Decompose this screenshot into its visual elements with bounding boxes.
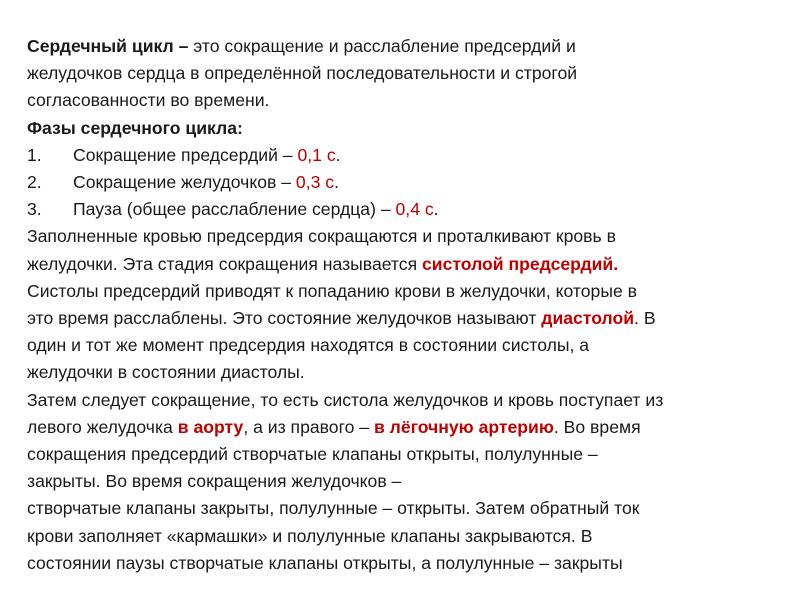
para2-line-1: Затем следует сокращение, то есть систола желудочков и кровь поступает из (27, 389, 664, 410)
phase-number: 1. (27, 144, 42, 165)
intro-line-2: желудочков сердца в определённой последовательности и строгой (27, 63, 578, 84)
phase-item (27, 169, 777, 196)
para1-line-1: Заполненные кровью предсердия сокращаются и проталкивают кровь в (27, 226, 616, 247)
para1-line-4 (27, 305, 777, 332)
para1-line-6: желудочки в состоянии диастолы. (27, 362, 305, 383)
para1-text: это время расслаблены. Это состояние желудочков называют (27, 308, 542, 329)
para1-text: желудочки. Эта стадия сокращения называется (27, 253, 422, 274)
phase-text: Сокращение предсердий – (73, 144, 298, 165)
phase-text: Пауза (общее расслабление сердца) – (73, 199, 396, 220)
para2-line-5: створчатые клапаны закрыты, полулунные – открыты. Затем обратный ток (27, 498, 640, 519)
para2-line-7: состоянии паузы створчатые клапаны открыты, а полулунные – закрыты (27, 552, 623, 573)
phase-end: . (433, 199, 439, 220)
phase-number: 2. (27, 172, 42, 193)
slide-text (27, 33, 777, 577)
phase-duration: 0,3 с (295, 172, 335, 193)
phase-item (27, 196, 777, 223)
para1-text: . В (634, 308, 656, 329)
para2-text: , а из правого – (243, 416, 374, 437)
phase-duration: 0,4 с (395, 199, 434, 220)
phase-end: . (335, 144, 341, 165)
pulmonary-artery-term: в лёгочную артерию (373, 416, 554, 437)
para2-text: . Во время (553, 416, 641, 437)
diastole-term: диастолой (541, 308, 635, 329)
aorta-term: в аорту (177, 416, 244, 437)
intro-text: это сокращение и расслабление предсердий и (188, 36, 576, 56)
para2-line-6: крови заполняет «кармашки» и полулунные клапаны закрываются. В (27, 525, 593, 546)
phases-heading: Фазы сердечного цикла: (27, 117, 243, 138)
cardiac-cycle-term: Сердечный цикл – (27, 36, 189, 56)
phase-number: 3. (27, 199, 42, 220)
intro-line-3: согласованности во времени. (27, 90, 270, 111)
para2-line-3: сокращения предсердий створчатые клапаны открыты, полулунные – (27, 444, 598, 465)
phase-text: Сокращение желудочков – (73, 172, 296, 193)
para1-line-5: один и тот же момент предсердия находятся в состоянии систолы, а (27, 335, 590, 356)
phase-item (27, 142, 777, 169)
atrial-systole-term: систолой предсердий. (422, 253, 619, 274)
para2-text: левого желудочка (27, 416, 178, 437)
para2-line-2 (27, 414, 777, 441)
para2-line-4: закрыты. Во время сокращения желудочков – (27, 471, 402, 492)
phase-end: . (334, 172, 339, 193)
para1-line-2 (27, 251, 777, 278)
phase-duration: 0,1 с (297, 144, 336, 165)
para1-line-3: Систолы предсердий приводят к попаданию крови в желудочки, которые в (27, 280, 637, 301)
intro-line-1 (27, 33, 777, 60)
